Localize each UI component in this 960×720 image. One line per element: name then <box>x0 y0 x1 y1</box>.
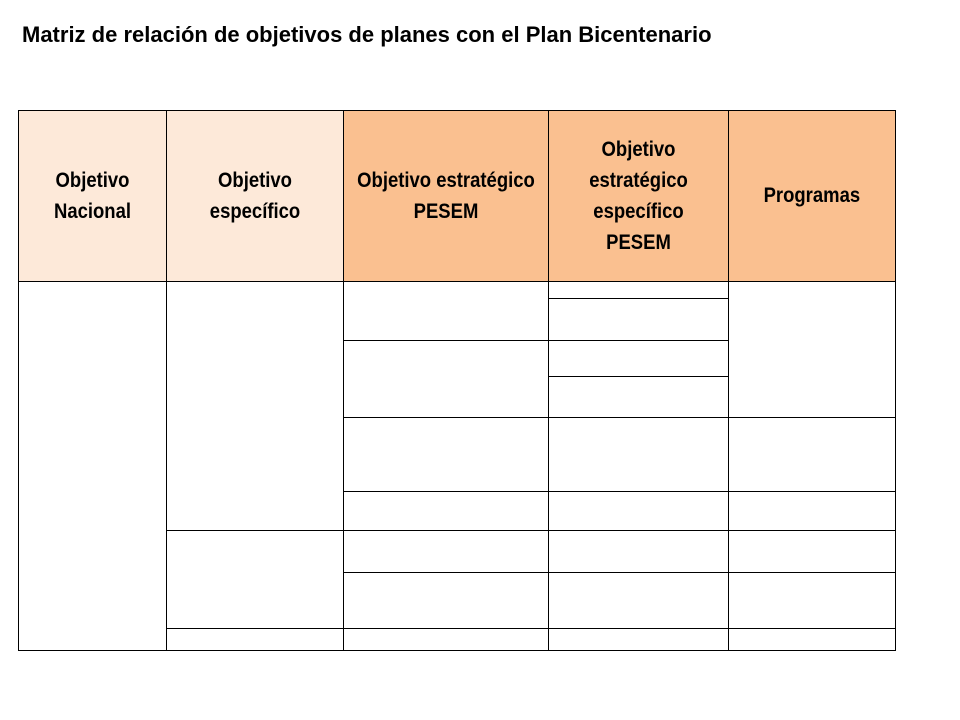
page-title: Matriz de relación de objetivos de planes con el Plan Bicentenario <box>22 22 712 47</box>
header-objetivo-nacional: Objetivo Nacional <box>19 111 167 282</box>
cell-objetivo-especifico <box>167 628 344 650</box>
cell-objetivo-estrategico-especifico <box>549 531 729 573</box>
cell-objetivo-especifico <box>167 281 344 531</box>
cell-objetivo-estrategico <box>344 491 549 531</box>
table-row <box>19 281 896 298</box>
header-objetivo-estrategico-especifico-pesem: Objetivo estratégico específico PESEM <box>549 111 729 282</box>
cell-objetivo-nacional <box>19 281 167 650</box>
cell-objetivo-estrategico-especifico <box>549 281 729 298</box>
header-objetivo-especifico: Objetivo específico <box>167 111 344 282</box>
cell-programas <box>729 491 896 531</box>
header-programas: Programas <box>729 111 896 282</box>
cell-objetivo-estrategico <box>344 572 549 628</box>
cell-objetivo-estrategico-especifico <box>549 628 729 650</box>
cell-objetivo-estrategico-especifico <box>549 572 729 628</box>
cell-programas <box>729 572 896 628</box>
cell-objetivo-estrategico <box>344 341 549 417</box>
cell-objetivo-estrategico <box>344 281 549 341</box>
cell-objetivo-estrategico-especifico <box>549 376 729 417</box>
cell-programas <box>729 417 896 491</box>
header-objetivo-estrategico-pesem: Objetivo estratégico PESEM <box>344 111 549 282</box>
header-row <box>19 111 896 282</box>
cell-programas <box>729 628 896 650</box>
cell-objetivo-estrategico-especifico <box>549 491 729 531</box>
cell-objetivo-estrategico <box>344 531 549 573</box>
cell-programas <box>729 281 896 417</box>
cell-objetivo-estrategico-especifico <box>549 298 729 341</box>
cell-objetivo-estrategico <box>344 628 549 650</box>
cell-objetivo-estrategico-especifico <box>549 417 729 491</box>
objectives-matrix-table <box>18 110 896 651</box>
cell-objetivo-estrategico-especifico <box>549 341 729 377</box>
cell-programas <box>729 531 896 573</box>
cell-objetivo-especifico <box>167 531 344 628</box>
cell-objetivo-estrategico <box>344 417 549 491</box>
